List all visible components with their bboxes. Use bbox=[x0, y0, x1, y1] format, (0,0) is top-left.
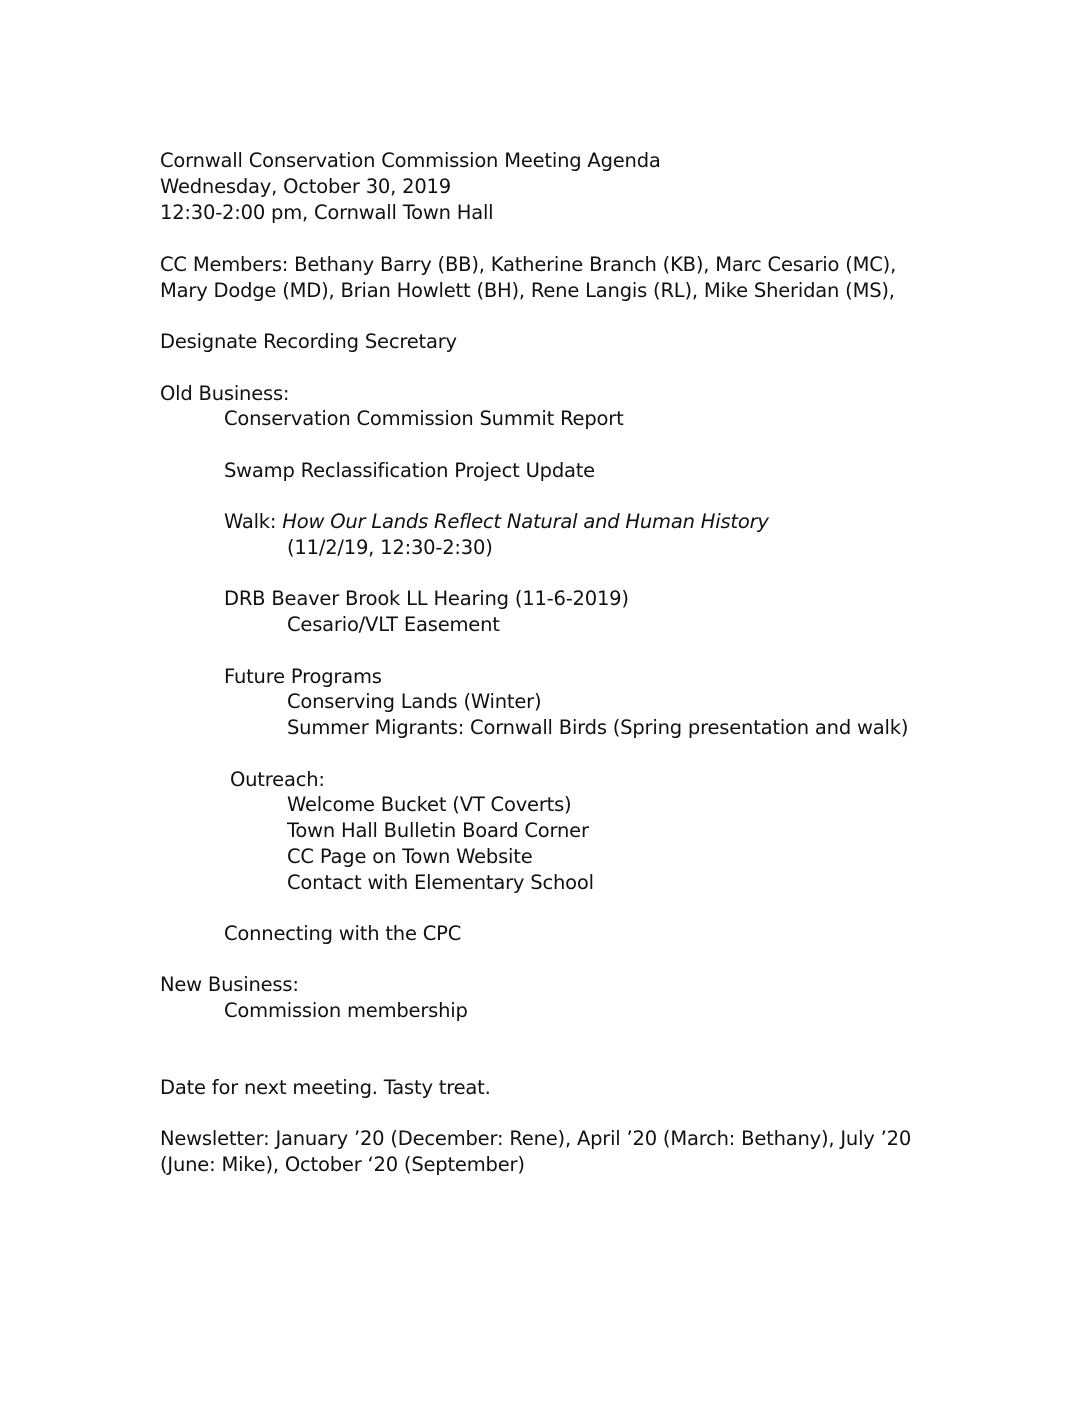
drb-hearing-item: DRB Beaver Brook LL Hearing (11-6-2019) bbox=[224, 587, 629, 610]
elementary-school-item: Contact with Elementary School bbox=[287, 871, 594, 894]
next-meeting-line: Date for next meeting. Tasty treat. bbox=[160, 1076, 491, 1099]
newsletter-line-2: (June: Mike), October ‘20 (September) bbox=[160, 1153, 525, 1176]
easement-item: Cesario/VLT Easement bbox=[287, 613, 500, 636]
bulletin-board-item: Town Hall Bulletin Board Corner bbox=[287, 819, 589, 842]
outreach-item: Outreach: bbox=[230, 768, 325, 791]
walk-title: How Our Lands Reflect Natural and Human History bbox=[282, 510, 769, 533]
meeting-date: Wednesday, October 30, 2019 bbox=[160, 175, 451, 198]
meeting-time-place: 12:30-2:00 pm, Cornwall Town Hall bbox=[160, 201, 494, 224]
welcome-bucket-item: Welcome Bucket (VT Coverts) bbox=[287, 793, 572, 816]
agenda-title: Cornwall Conservation Commission Meeting Agenda bbox=[160, 149, 661, 172]
old-business-heading: Old Business: bbox=[160, 382, 290, 405]
membership-item: Commission membership bbox=[224, 999, 468, 1022]
walk-item bbox=[224, 509, 769, 535]
members-line-1: CC Members: Bethany Barry (BB), Katherine Branch (KB), Marc Cesario (MC), bbox=[160, 253, 897, 276]
members-line-2: Mary Dodge (MD), Brian Howlett (BH), Rene Langis (RL), Mike Sheridan (MS), bbox=[160, 279, 895, 302]
walk-when: (11/2/19, 12:30-2:30) bbox=[287, 536, 493, 559]
cc-page-item: CC Page on Town Website bbox=[287, 845, 533, 868]
new-business-heading: New Business: bbox=[160, 973, 299, 996]
conserving-lands-item: Conserving Lands (Winter) bbox=[287, 690, 542, 713]
walk-prefix: Walk: bbox=[224, 510, 283, 533]
future-programs-item: Future Programs bbox=[224, 665, 382, 688]
summit-report-item: Conservation Commission Summit Report bbox=[224, 407, 624, 430]
cpc-item: Connecting with the CPC bbox=[224, 922, 462, 945]
summer-migrants-item: Summer Migrants: Cornwall Birds (Spring presentation and walk) bbox=[287, 716, 909, 739]
designate-secretary: Designate Recording Secretary bbox=[160, 330, 457, 353]
newsletter-line-1: Newsletter: January ’20 (December: Rene), April ’20 (March: Bethany), July ’20 bbox=[160, 1127, 912, 1150]
swamp-update-item: Swamp Reclassification Project Update bbox=[224, 459, 595, 482]
